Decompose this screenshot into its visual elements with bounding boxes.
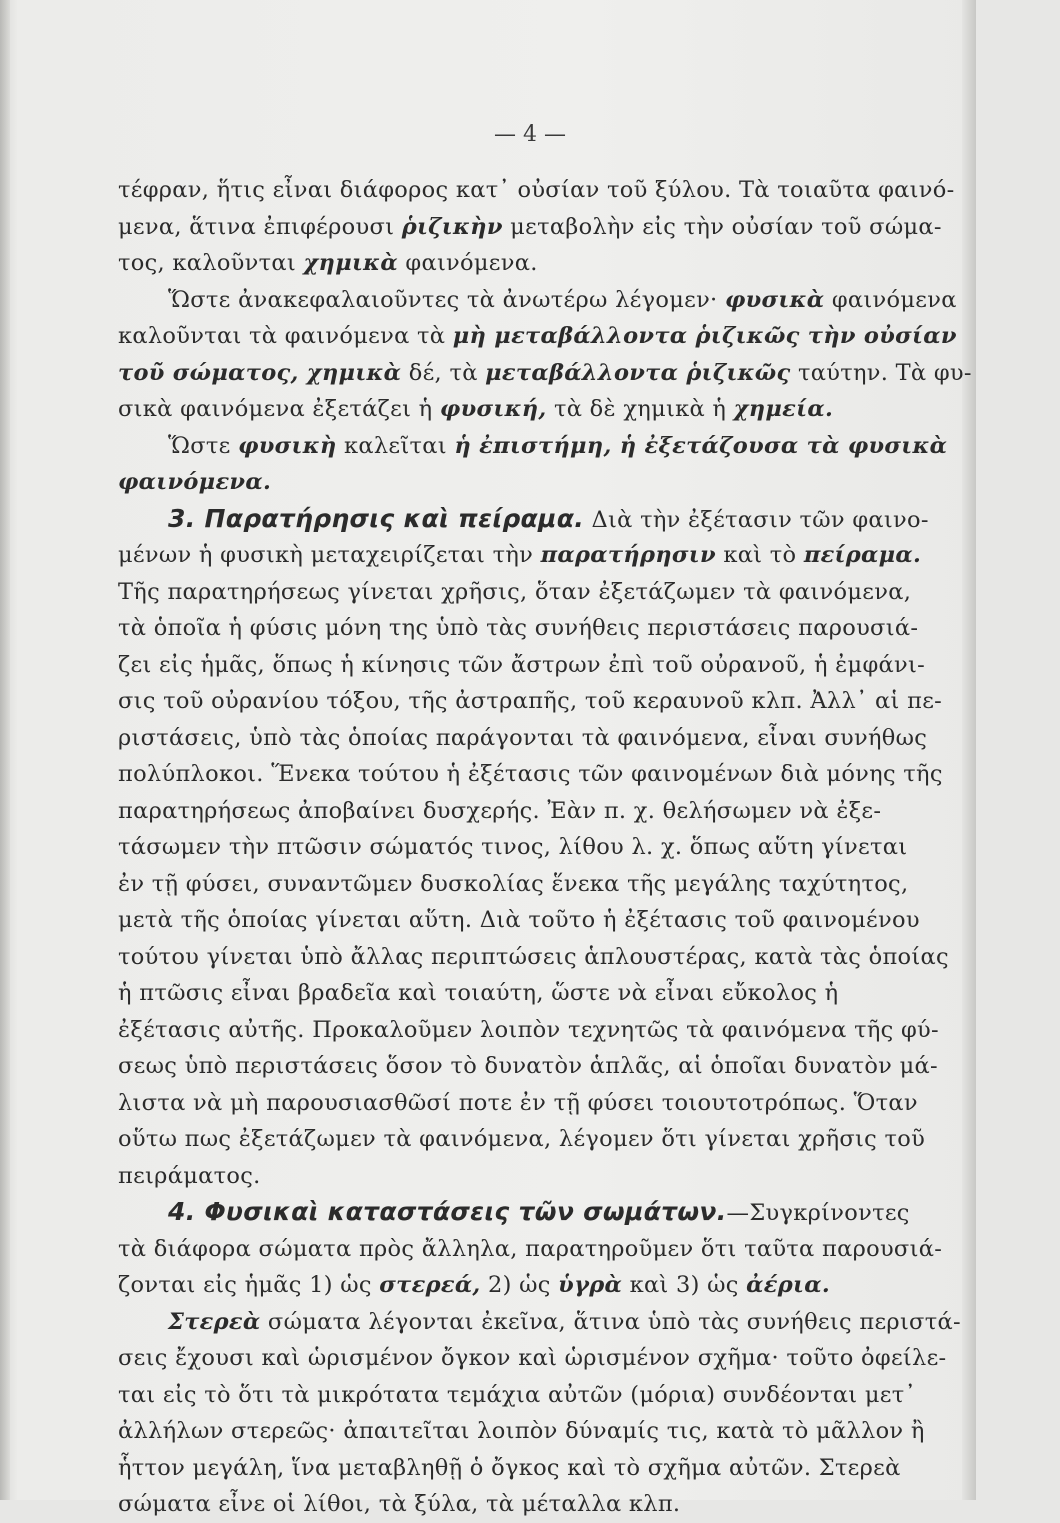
text-line <box>118 1194 934 1231</box>
bold-term: φαινόμενα. <box>118 469 272 495</box>
text-line <box>118 610 934 647</box>
text-run: τὰ δὲ χημικὰ ἡ <box>546 396 734 422</box>
text-line <box>118 866 934 903</box>
text-line <box>118 1486 934 1523</box>
text-run: ζει εἰς ἡμᾶς, ὅπως ἡ κίνησις τῶν ἄστρων ἐπὶ τοῦ οὐρανοῦ, ἡ ἐμφάνι- <box>118 651 926 678</box>
text-run: πολύπλοκοι. Ἕνεκα τούτου ἡ ἐξέτασις τῶν φαινομένων διὰ μόνης τῆς <box>118 761 943 787</box>
text-run: φαινόμενα <box>824 286 957 313</box>
text-line <box>118 975 934 1012</box>
text-run: 2) ὡς <box>480 1272 559 1298</box>
text-line <box>118 829 934 866</box>
text-line <box>118 464 934 501</box>
text-run: ζονται εἰς ἡμᾶς 1) ὡς <box>118 1272 380 1298</box>
text-line <box>118 318 957 355</box>
bold-term: ὑγρὰ <box>558 1272 623 1298</box>
text-line <box>118 209 942 246</box>
text-run: σεως ὑπὸ περιστάσεις ὅσον τὸ δυνατὸν ἁπλᾶς, αἱ ὁποῖαι δυνατὸν μά- <box>118 1053 938 1079</box>
text-run: σικὰ φαινόμενα ἐξετάζει ἡ <box>118 396 440 422</box>
text-line <box>118 1048 938 1085</box>
text-run: ἀλλήλων στερεῶς· ἀπαιτεῖται λοιπὸν δύναμίς τις, κατὰ τὸ μᾶλλον ἢ <box>118 1418 925 1444</box>
bold-term: στερεά, <box>379 1272 481 1298</box>
text-run: ταύτην. Τὰ φυ- <box>790 359 972 386</box>
text-run: οὕτω πως ἐξετάζωμεν τὰ φαινόμενα, λέγομεν ὅτι γίνεται χρῆσις τοῦ <box>118 1126 926 1152</box>
bold-term: φυσικὴ <box>238 432 337 459</box>
text-line <box>118 756 943 793</box>
bold-term: ἀέρια. <box>746 1272 830 1298</box>
text-run: —Συγκρίνοντες <box>726 1200 910 1226</box>
text-run: πειράματος. <box>118 1162 261 1189</box>
text-run: παρατηρήσεως ἀποβαίνει δυσχερής. Ἐὰν π. χ. θελήσωμεν νὰ ἐξε- <box>118 797 882 824</box>
text-run: Ὥστε ἀνακεφαλαιοῦντες τὰ ἀνωτέρω λέγομεν· <box>168 286 725 313</box>
text-run: μενα, ἅτινα ἐπιφέρουσι <box>118 213 402 240</box>
text-run: Τῆς παρατηρήσεως γίνεται χρῆσις, ὅταν ἐξετάζωμεν τὰ φαινόμενα, <box>118 578 912 605</box>
text-run: Διὰ τὴν ἐξέτασιν τῶν φαινο- <box>584 506 929 533</box>
bold-term: τοῦ σώματος, χημικὰ <box>118 359 402 386</box>
text-line <box>118 428 948 465</box>
text-line <box>118 172 955 209</box>
text-line <box>118 1450 934 1487</box>
text-run: ἐξέτασις αὐτῆς. Προκαλοῦμεν λοιπὸν τεχνητῶς τὰ φαινόμενα τῆς φύ- <box>118 1016 939 1043</box>
text-line <box>118 391 934 428</box>
bold-term: μὴ μεταβάλλοντα ῥιζικῶς τὴν οὐσίαν <box>452 323 957 349</box>
text-line <box>118 1231 943 1268</box>
text-line <box>118 574 934 611</box>
page-right-edge <box>962 0 976 1500</box>
text-line <box>118 282 957 319</box>
text-run: Ὥστε <box>168 432 239 459</box>
text-run: τούτου γίνεται ὑπὸ ἄλλας περιπτώσεις ἁπλουστέρας, κατὰ τὰς ὁποίας <box>118 943 949 970</box>
text-line <box>118 683 943 720</box>
text-line <box>118 939 949 976</box>
body-text <box>118 172 972 1523</box>
text-run: καλεῖται <box>336 432 455 459</box>
bold-term: φυσική, <box>439 396 547 422</box>
text-run: σώματα εἶνε οἱ λίθοι, τὰ ξύλα, τὰ μέταλλα κλπ. <box>118 1491 681 1517</box>
text-run: καὶ τὸ <box>715 542 804 568</box>
text-run: καὶ 3) ὡς <box>622 1272 747 1298</box>
text-run: σις τοῦ οὐρανίου τόξου, τῆς ἀστραπῆς, τοῦ κεραυνοῦ κλπ. Ἀλλ᾽ αἱ πε- <box>118 688 943 714</box>
text-line <box>118 1267 934 1304</box>
text-run: τὰ ὁποῖα ἡ φύσις μόνη της ὑπὸ τὰς συνήθεις περιστάσεις παρουσιά- <box>118 615 919 641</box>
text-run: σώματα λέγονται ἐκεῖνα, ἅτινα ὑπὸ τὰς συνήθεις περιστά- <box>260 1308 961 1335</box>
text-line <box>118 1121 934 1158</box>
text-run: τος, καλοῦνται <box>118 250 304 276</box>
text-line <box>118 720 934 757</box>
bold-term: μεταβάλλοντα ῥιζικῶς <box>485 359 791 386</box>
text-line <box>118 1158 934 1195</box>
text-run: τέφραν, ἥτις εἶναι διάφορος κατ᾽ οὐσίαν τοῦ ξύλου. Τὰ τοιαῦτα φαινό- <box>118 177 955 203</box>
text-run: δέ, τὰ <box>401 359 486 386</box>
bold-term: παρατήρησιν <box>540 542 716 568</box>
text-line <box>118 1377 934 1414</box>
bold-term: φυσικὰ <box>724 286 825 313</box>
text-line <box>118 647 934 684</box>
page-left-edge <box>0 0 10 1500</box>
text-line <box>118 245 934 282</box>
text-run: μεταβολὴν εἰς τὴν οὐσίαν τοῦ σώμα- <box>502 213 942 240</box>
bold-term: ἡ ἐπιστήμη, ἡ ἐξετάζουσα τὰ φυσικὰ <box>454 432 948 459</box>
text-run: τάσωμεν τὴν πτῶσιν σώματός τινος, λίθου λ. χ. ὅπως αὕτη γίνεται <box>118 834 908 860</box>
text-line <box>118 793 934 830</box>
text-run: τὰ διάφορα σώματα πρὸς ἄλληλα, παρατηροῦμεν ὅτι ταῦτα παρουσιά- <box>118 1235 943 1262</box>
text-line <box>118 902 934 939</box>
text-run: ἐν τῇ φύσει, συναντῶμεν δυσκολίας ἕνεκα τῆς μεγάλης ταχύτητος, <box>118 870 909 897</box>
bold-term: ῥιζικὴν <box>401 213 503 240</box>
section-heading: 3. Παρατήρησις καὶ πείραμα. <box>168 503 584 533</box>
text-run: ριστάσεις, ὑπὸ τὰς ὁποίας παράγονται τὰ φαινόμενα, εἶναι συνήθως <box>118 724 928 751</box>
text-line <box>118 1012 939 1049</box>
text-run: σεις ἔχουσι καὶ ὡρισμένον ὄγκον καὶ ὡρισμένον σχῆμα· τοῦτο ὀφείλε- <box>118 1345 947 1371</box>
text-line <box>118 1304 961 1341</box>
text-run: ται εἰς τὸ ὅτι τὰ μικρότατα τεμάχια αὐτῶν (μόρια) συνδέονται μετ᾽ <box>118 1381 917 1408</box>
text-run: λιστα νὰ μὴ παρουσιασθῶσί ποτε ἐν τῇ φύσει τοιουτοτρόπως. Ὅταν <box>118 1089 918 1116</box>
text-line <box>118 1340 947 1377</box>
text-line <box>118 501 934 538</box>
text-run: ἡ πτῶσις εἶναι βραδεῖα καὶ τοιαύτη, ὥστε νὰ εἶναι εὔκολος ἡ <box>118 980 839 1006</box>
text-line <box>118 355 972 392</box>
text-line <box>118 1413 934 1450</box>
text-run: μετὰ τῆς ὁποίας γίνεται αὕτη. Διὰ τοῦτο ἡ ἐξέτασις τοῦ φαινομένου <box>118 907 920 933</box>
bold-term: πείραμα. <box>803 542 922 568</box>
bold-term: χημεία. <box>733 396 834 422</box>
text-run: φαινόμενα. <box>397 250 538 276</box>
bold-term: Στερεὰ <box>168 1308 261 1335</box>
text-line <box>118 1085 934 1122</box>
text-run: καλοῦνται τὰ φαινόμενα τὰ <box>118 323 453 349</box>
bold-term: χημικὰ <box>303 250 398 276</box>
section-heading: 4. Φυσικαὶ καταστάσεις τῶν σωμάτων. <box>168 1197 727 1226</box>
text-run: ἧττον μεγάλη, ἵνα μεταβληθῇ ὁ ὄγκος καὶ τὸ σχῆμα αὐτῶν. Στερεὰ <box>118 1454 901 1481</box>
page-number: — 4 — <box>494 122 566 147</box>
text-run: μένων ἡ φυσικὴ μεταχειρίζεται τὴν <box>118 542 541 568</box>
text-line <box>118 537 934 574</box>
